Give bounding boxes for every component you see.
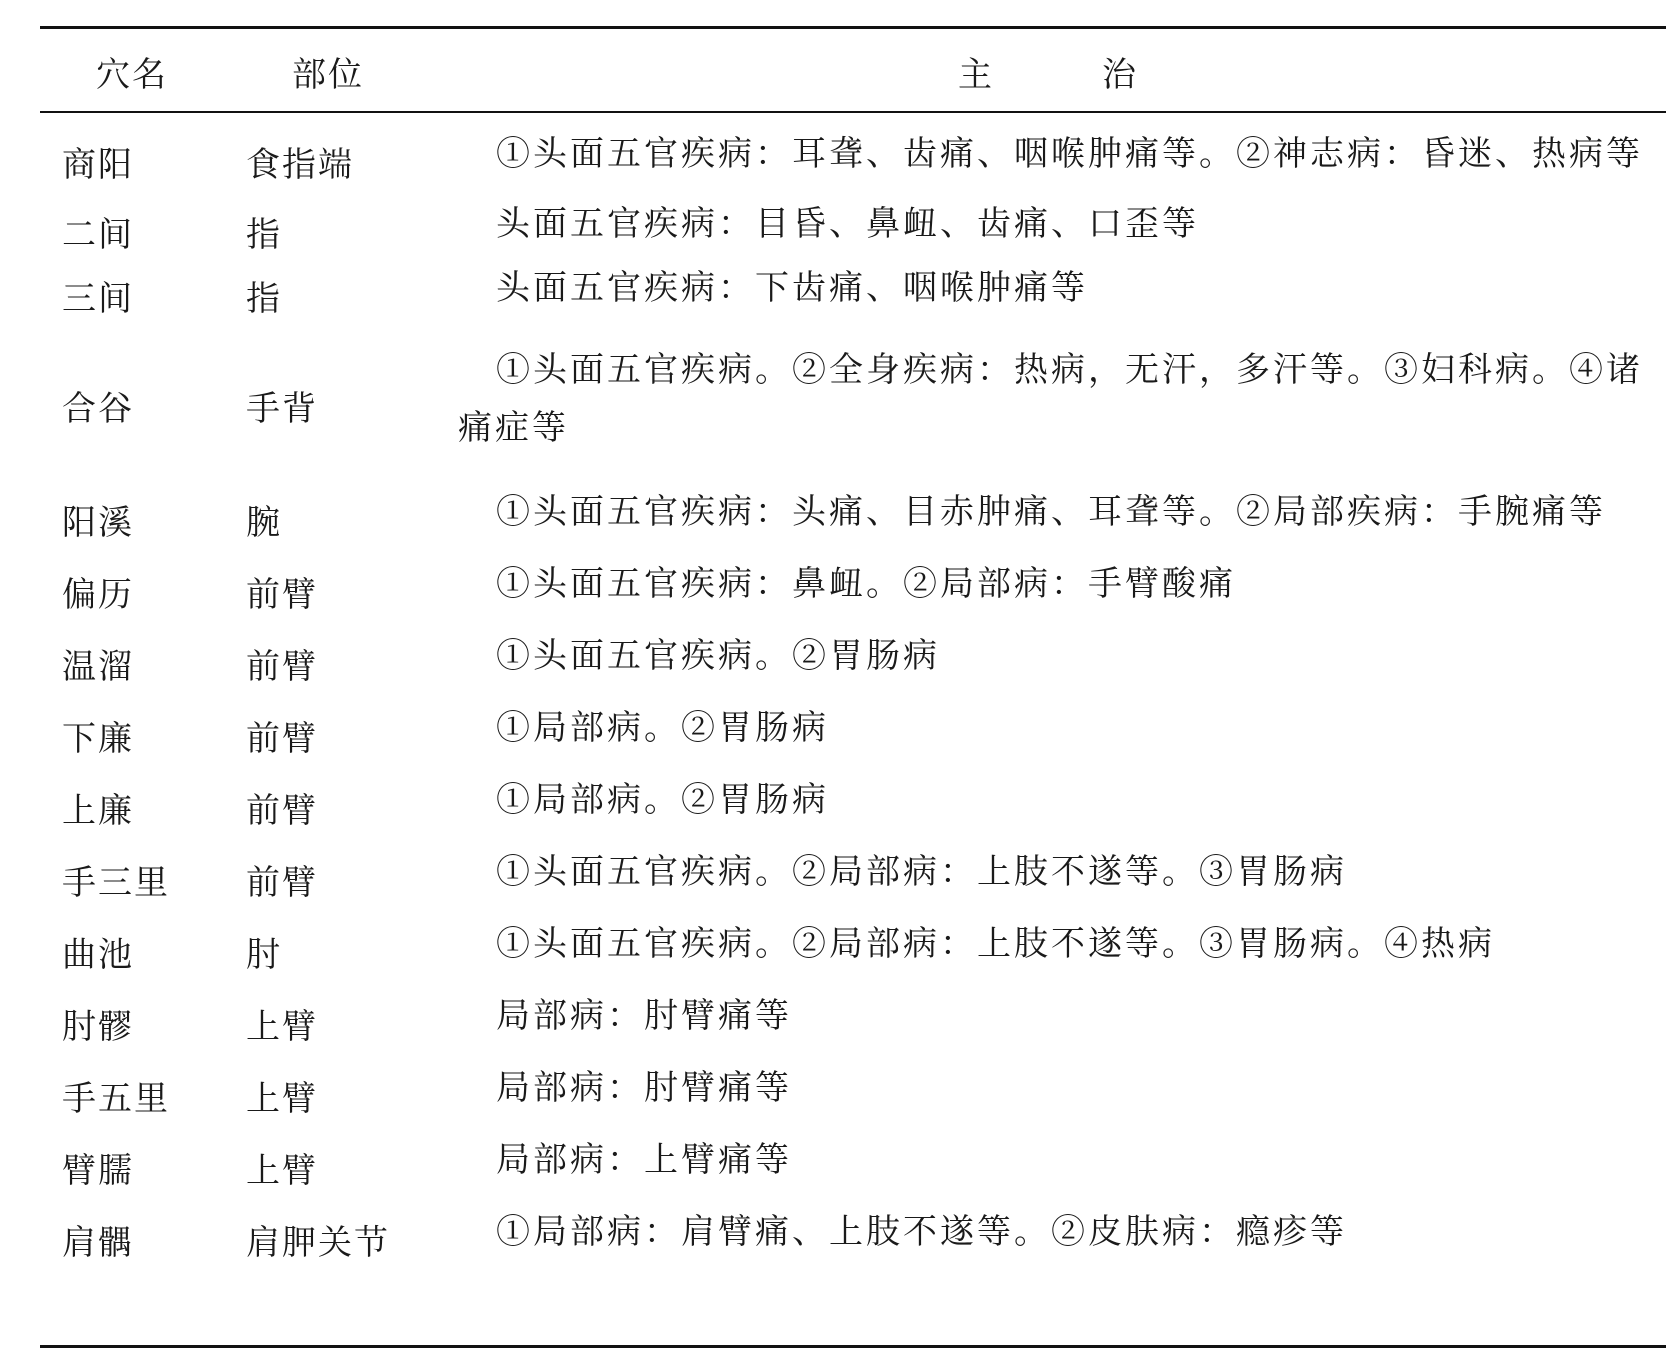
point-name: 肘髎 [62, 1007, 134, 1047]
point-indications: ①局部病：肩臂痛、上肢不遂等。②皮肤病：瘾疹等 [496, 1212, 1347, 1252]
point-indications: 头面五官疾病：目昏、鼻衄、齿痛、口歪等 [496, 204, 1199, 244]
point-indications: 头面五官疾病：下齿痛、咽喉肿痛等 [496, 268, 1088, 308]
point-name: 肩髃 [62, 1223, 134, 1263]
point-name: 商阳 [62, 145, 134, 185]
point-indications: 局部病：肘臂痛等 [496, 1068, 792, 1108]
header-location: 部位 [292, 55, 364, 95]
point-name: 温溜 [62, 647, 134, 687]
point-name: 手五里 [62, 1079, 170, 1119]
point-indications: ①头面五官疾病。②全身疾病：热病，无汗，多汗等。③妇科病。④诸痛症等 [458, 350, 1643, 448]
point-name: 二间 [62, 215, 134, 255]
header-point-name: 穴名 [96, 55, 168, 95]
point-name: 阳溪 [62, 503, 134, 543]
point-location: 食指端 [246, 145, 354, 185]
point-name: 上廉 [62, 791, 134, 831]
acupoint-table [40, 26, 1666, 1348]
point-location: 手背 [246, 389, 318, 429]
point-indications: ①头面五官疾病。②局部病：上肢不遂等。③胃肠病 [496, 852, 1347, 892]
table-bottom-rule [40, 1345, 1666, 1348]
point-indications: 局部病：肘臂痛等 [496, 996, 792, 1036]
point-location: 腕 [246, 503, 282, 543]
point-name: 三间 [62, 279, 134, 319]
table-header [40, 29, 1666, 111]
point-indications: ①头面五官疾病：耳聋、齿痛、咽喉肿痛等。②神志病：昏迷、热病等 [496, 134, 1643, 174]
point-location: 前臂 [246, 647, 318, 687]
point-indications: ①头面五官疾病：鼻衄。②局部病：手臂酸痛 [496, 564, 1236, 604]
point-location: 前臂 [246, 719, 318, 759]
point-indications: ①局部病。②胃肠病 [496, 708, 829, 748]
point-name: 偏历 [62, 575, 134, 615]
point-location: 上臂 [246, 1007, 318, 1047]
table-body [40, 113, 1666, 1345]
point-indications: 局部病：上臂痛等 [496, 1140, 792, 1180]
point-location: 前臂 [246, 863, 318, 903]
point-name: 臂臑 [62, 1151, 134, 1191]
point-location: 肩胛关节 [246, 1223, 390, 1263]
point-indications: ①头面五官疾病：头痛、目赤肿痛、耳聋等。②局部疾病：手腕痛等 [496, 492, 1606, 532]
point-location: 上臂 [246, 1151, 318, 1191]
point-name: 下廉 [62, 719, 134, 759]
point-indications: ①局部病。②胃肠病 [496, 780, 829, 820]
point-indications: ①头面五官疾病。②胃肠病 [496, 636, 940, 676]
point-location: 指 [246, 279, 282, 319]
point-name: 曲池 [62, 935, 134, 975]
point-location: 指 [246, 215, 282, 255]
point-name: 合谷 [62, 389, 134, 429]
point-location: 肘 [246, 935, 282, 975]
point-location: 前臂 [246, 791, 318, 831]
point-location: 前臂 [246, 575, 318, 615]
point-indications: ①头面五官疾病。②局部病：上肢不遂等。③胃肠病。④热病 [496, 924, 1495, 964]
point-location: 上臂 [246, 1079, 318, 1119]
header-indications: 主治 [958, 55, 1246, 95]
point-name: 手三里 [62, 863, 170, 903]
